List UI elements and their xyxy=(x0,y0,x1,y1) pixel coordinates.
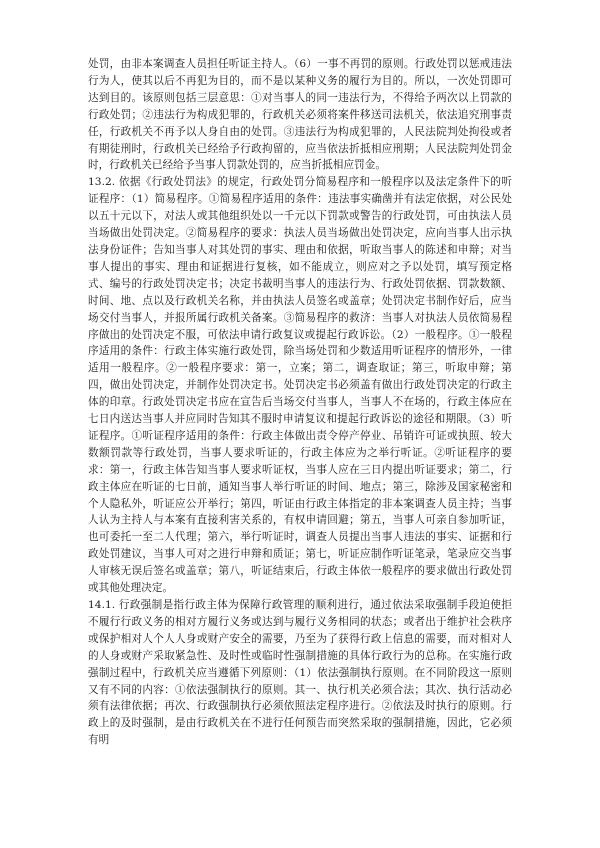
paragraph-principle-no-double-penalty: 处罚，由非本案调查人员担任听证主持人。（6）一事不再罚的原则。行政处罚以惩戒违法行为人，使其以后不再犯为目的，而不是以某种义务的履行为目的。所以，一次处罚即可达到目的。该原则包括三层意思：①对当事人的同一违法行为，不得给予两次以上罚款的行政处罚；②违法行为构成犯罪的，行政机关必须将案件移送司法机关，依法追究刑事责任，行政机关不再予以人身自由的处罚。③违法行为构成犯罪的，人民法院判处拘役或者有期徒刑时，行政机关已经给予行政拘留的，应当依法折抵相应刑期；人民法院判处罚金时，行政机关已经给予当事人罚款处罚的，应当折抵相应罚金。 xyxy=(88,58,512,172)
document-page xyxy=(88,56,512,816)
paragraph-14-1-administrative-enforcement: 14.1. 行政强制是指行政主体为保障行政管理的顺利进行，通过依法采取强制手段迫使拒不履行行政义务的相对方履行义务或达到与履行义务相同的状态；或者出于维护社会秩序或保护相对人个人人身或财产安全的需要，乃至为了获得行政上信息的需要，而对相对人的人身或财产采取紧急性、及时性或临时性强制措施的具体行政行为的总称。在实施行政强制过程中，行政机关应当遵循下列原则：（1）依法强制执行原则。在不同阶段这一原则又有不同的内容：①依法强制执行的原则。其一、执行机关必须合法；其次、执行活动必须有法律依据；再次、行政强制执行必须依照法定程序进行。②依法及时执行的原则。行政上的及时强制，是由行政机关在不进行任何预告而突然采取的强制措施，因此，它必须有明 xyxy=(88,599,512,747)
paragraph-13-2-penalty-procedures: 13.2. 依据《行政处罚法》的规定，行政处罚分简易程序和一般程序以及法定条件下的听证程序：（1）简易程序。①简易程序适用的条件：违法事实确凿并有法定依据，对公民处以五十元以下，对法人或其他组织处以一千元以下罚款或警告的行政处罚，可由执法人员当场做出处罚决定。②简易程序的要求：执法人员当场做出处罚决定，应向当事人出示执法身份证件；告知当事人对其处罚的事实、理由和依据，听取当事人的陈述和申辩；对当事人提出的事实、理由和证据进行复核，如不能成立，则应对之予以处罚，填写预定格式、编号的行政处罚决定书；决定书裁明当事人的违法行为、行政处罚依据、罚款数额、时间、地、点以及行政机关名称，并由执法人员签名或盖章；处罚决定书制作好后，应当场交付当事人，并报所属行政机关备案。③简易程序的救济：当事人对执法人员依简易程序做出的处罚决定不服，可依法申请行政复议或提起行政诉讼。（2）一般程序。①一般程序适用的条件：行政主体实施行政处罚，除当场处罚和少数适用听证程序的情形外，一律适用一般程序。②一般程序要求：第一，立案；第二，调查取证；第三，听取申辩；第四，做出处罚决定，并制作处罚决定书。处罚决定书必须盖有做出行政处罚决定的行政主体的印章。行政处罚决定书应在宣告后当场交付当事人，当事人不在场的，行政主体应在七日内送达当事人并应同时告知其不服时申请复议和提起行政诉讼的途径和期限。（3）听证程序。①听证程序适用的条件：行政主体做出责令停产停业、吊销许可证或执照、较大数额罚款等行政处罚，当事人要求听证的，行政主体应为之举行听证。②听证程序的要求：第一，行政主体告知当事人要求听证权，当事人应在三日内提出听证要求；第二，行政主体应在听证的七日前，通知当事人举行听证的时间、地点；第三，除涉及国家秘密和个人隐私外，听证应公开举行；第四，听证由行政主体指定的非本案调查人员主持；当事人认为主持人与本案有直接利害关系的，有权申请回避；第五，当事人可亲自参加听证，也可委托一至二人代理；第六，举行听证时，调查人员提出当事人违法的事实、证据和行政处罚建议，当事人可对之进行申辩和质证；第七，听证应制作听证笔录，笔录应交当事人审核无误后签名或盖章；第八，听证结束后，行政主体依一般程序的要求做出行政处罚或其他处理决定。 xyxy=(88,176,512,595)
